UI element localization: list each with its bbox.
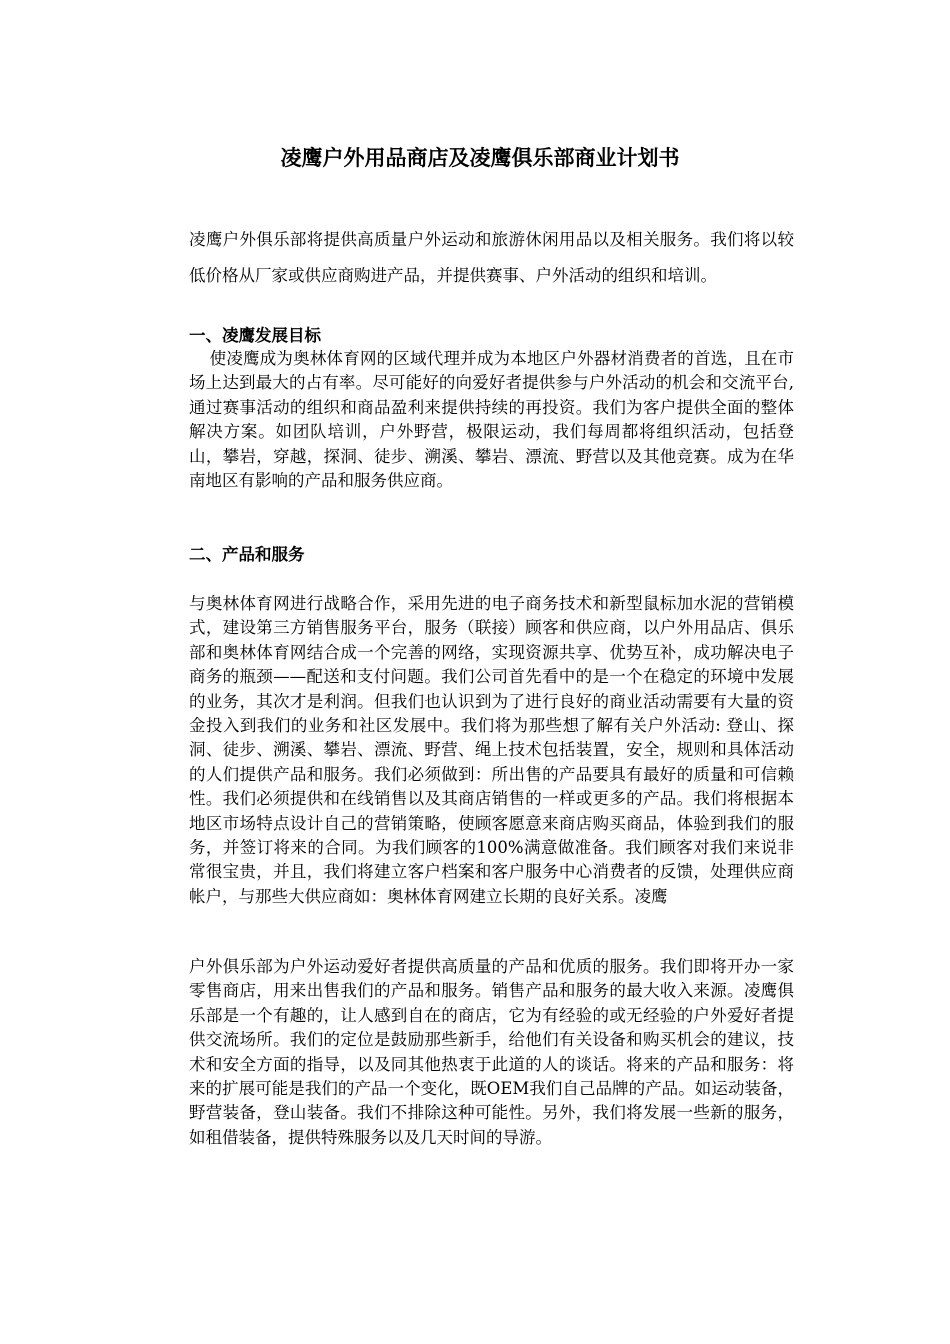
section-body-goals: 使凌鹰成为奥林体育网的区域代理并成为本地区户外器材消费者的首选，且在市场上达到最大的占有率。尽可能好的向爱好者提供参与户外活动的机会和交流平台,通过赛事活动的组织和商品盈利来提供持续的再投资。我们为客户提供全面的整体解决方案。如团队培训，户外野营，极限运动，我们每周都将组织活动，包括登山，攀岩，穿越，探洞、徒步、溯溪、攀岩、漂流、野营以及其他竞赛。成为在华南地区有影响的产品和服务供应商。	[189, 349, 794, 491]
section-body-products-part1: 与奥林体育网进行战略合作，采用先进的电子商务技术和新型鼠标加水泥的营销模式，建设第三方销售服务平台，服务（联接）顾客和供应商，以户外用品店、俱乐部和奥林体育网结合成一个完善的网络，实现资源共享、优势互补，成功解决电子商务的瓶颈——配送和支付问题。我们公司首先看中的是一个在稳定的环境中发展的业务，其次才是利润。但我们也认识到为了进行良好的商业活动需要有大量的资金投入到我们的业务和社区发展中。我们将为那些想了解有关户外活动: 登山、探洞、徒步、溯溪、攀岩、漂流、野营、绳上技术包括装置，安全，规则和具体活动的人们提供产品和服务。我们必须做到：所出售的产品要具有最好的质量和可信赖性。我们必须提供和在线销售以及其商店销售的一样或更多的产品。我们将根据本地区市场特点设计自己的营销策略，使顾客愿意来商店购买商品，体验到我们的服务，并签订将来的合同。为我们顾客的100%满意做准备。我们顾客对我们来说非常很宝贵，并且，我们将建立客户档案和客户服务中心消费者的反馈，处理供应商帐户，与那些大供应商如：奥林体育网建立长期的良好关系。凌鹰	[189, 594, 794, 906]
section-body-products-part2: 户外俱乐部为户外运动爱好者提供高质量的产品和优质的服务。我们即将开办一家零售商店，用来出售我们的产品和服务。销售产品和服务的最大收入来源。凌鹰俱乐部是一个有趣的，让人感到自在的商店，它为有经验的或无经验的户外爱好者提供交流场所。我们的定位是鼓励那些新手，给他们有关设备和购买机会的建议，技术和安全方面的指导，以及同其他热衷于此道的人的谈话。将来的产品和服务：将来的扩展可能是我们的产品一个变化，既OEM我们自己品牌的产品。如运动装备，野营装备，登山装备。我们不排除这种可能性。另外，我们将发展一些新的服务，如租借装备，提供特殊服务以及几天时间的导游。	[189, 957, 794, 1147]
document-title: 凌鹰户外用品商店及凌鹰俱乐部商业计划书	[280, 146, 680, 170]
section-heading-goals: 一、凌鹰发展目标	[189, 326, 321, 345]
intro-paragraph: 凌鹰户外俱乐部将提供高质量户外运动和旅游休闲用品以及相关服务。我们将以较低价格从厂家或供应商购进产品，并提供赛事、户外活动的组织和培训。	[189, 230, 794, 285]
section-heading-products: 二、产品和服务	[189, 545, 305, 564]
